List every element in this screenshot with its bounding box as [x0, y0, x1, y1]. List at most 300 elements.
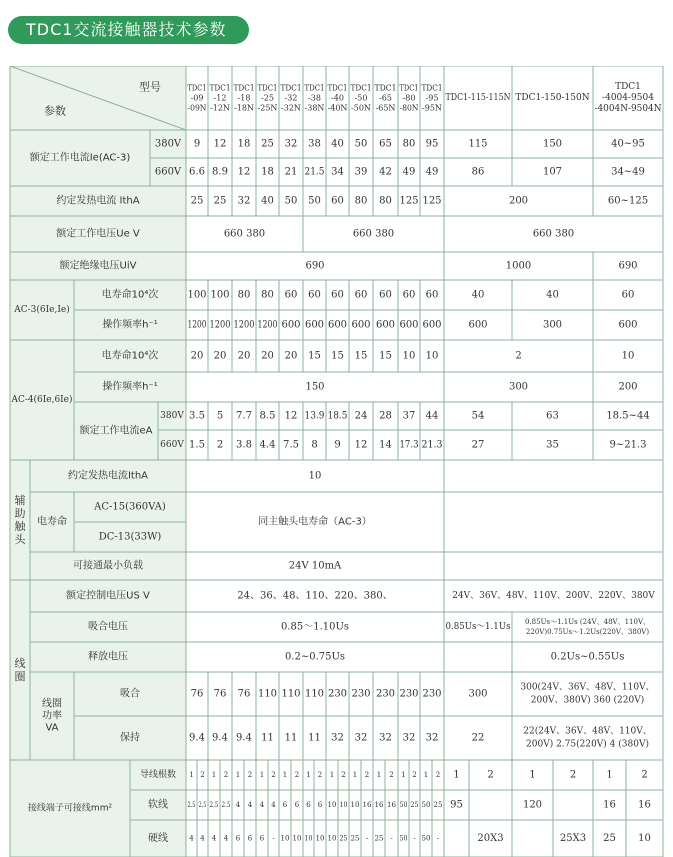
current-660-value: 42 [379, 166, 392, 178]
pull-in-value-cell [512, 612, 663, 642]
model-name-line: -12 [213, 93, 227, 103]
current-380-value: 38 [308, 138, 321, 150]
ac3-freq-value: 600 [468, 319, 488, 331]
soft-wire-value: 16 [603, 799, 616, 811]
ac3-freq-value: 1200 [233, 319, 255, 331]
pull-value-cell [512, 672, 663, 716]
current-660-value: 6.6 [189, 166, 205, 178]
row-sublabel: 电寿命10⁴次 [101, 350, 159, 362]
ac4-380-value: 54 [471, 410, 485, 422]
soft-wire-value: 16 [362, 801, 372, 809]
ac4-660-value: 14 [379, 439, 392, 451]
wire-count-value: 1 [306, 771, 311, 779]
row-label: 额定工作电压Ue V [56, 228, 140, 240]
ac3-life-value: 60 [354, 289, 368, 301]
current-660-value: 18 [261, 166, 274, 178]
ac4-380-value: 12 [284, 410, 298, 422]
ac4-660-value: 3.8 [236, 439, 252, 451]
header-param-label: 参数 [44, 104, 66, 118]
aux-group-label-char: 触 [14, 520, 26, 533]
model-name-line: TDC1 [209, 83, 231, 93]
row-label: 约定发热电流 IthA [56, 195, 140, 207]
row-label: 电寿命 [37, 516, 67, 528]
model-name-line: TDC1 [350, 83, 372, 93]
wire-count-value: 1 [453, 769, 460, 781]
wire-count-value: 2 [487, 769, 494, 781]
ac3-freq-value: 600 [281, 319, 301, 331]
current-380-value: 80 [402, 138, 416, 150]
ac4-380-value: 5 [216, 410, 224, 422]
pull-value: 230 [351, 688, 371, 700]
wire-count-value: 1 [401, 771, 406, 779]
ac3-life-value: 60 [331, 289, 344, 301]
model-name-line: -18N [234, 103, 254, 113]
ac4-freq-value: 150 [305, 381, 325, 393]
ac4-life-value: 2 [515, 350, 522, 362]
current-380-value: 40~95 [611, 138, 645, 150]
hard-wire-value: - [413, 834, 416, 843]
current-660-value: 12 [237, 166, 251, 178]
ac3-life-value: 40 [471, 289, 485, 301]
row-sublabel: 软线 [148, 799, 168, 811]
wire-count-value: 2 [247, 771, 253, 779]
row-label: 约定发热电流IthA [67, 470, 149, 482]
model-name-line: -65 [379, 93, 392, 103]
hard-wire-value: 6 [259, 834, 265, 843]
ith-value: 125 [399, 195, 419, 207]
pull-value: 230 [422, 688, 442, 700]
ac4-660-value: 17.3 [399, 439, 419, 451]
release-value: 0.2~0.75Us [284, 651, 346, 663]
wire-count-value: 1 [282, 771, 288, 779]
hard-wire-value: 25 [603, 833, 616, 844]
soft-wire-value: 10 [327, 801, 337, 809]
hard-wire-value: 25 [350, 834, 360, 843]
current-660-value: 49 [425, 166, 439, 178]
row-sublabel: 380V [160, 411, 184, 421]
row-label: 吸合电压 [88, 621, 128, 633]
hold-value: 32 [354, 732, 368, 744]
soft-wire-value: 2.5 [221, 801, 231, 809]
hard-wire-value: 4 [223, 834, 229, 843]
hard-wire-value-cell [444, 820, 469, 857]
hard-wire-value: 4 [200, 834, 205, 843]
ac4-life-value: 15 [379, 350, 392, 362]
wire-count-value: 2 [641, 769, 648, 781]
spec-table-grid [9, 66, 664, 857]
model-name-line: -12N [210, 103, 230, 113]
row-sublabel: 导线根数 [139, 770, 177, 780]
current-660-value: 86 [471, 166, 485, 178]
aux-group-label-char: 助 [14, 507, 26, 520]
ac4-660-value: 2 [216, 439, 224, 451]
model-name-line: -25 [261, 93, 274, 103]
hard-wire-value: 25 [339, 834, 348, 843]
soft-wire-value: 95 [450, 799, 463, 811]
pull-value: 230 [327, 688, 348, 700]
soft-wire-value: 16 [387, 801, 396, 809]
ac3-freq-value: 600 [399, 319, 419, 331]
page-title: TDC1交流接触器技术参数 [8, 16, 249, 44]
ac4-380-value: 8.5 [259, 410, 276, 422]
wire-count-value: 2 [364, 771, 370, 779]
row-sublabel: 660V [154, 166, 182, 178]
hold-value-cell [512, 716, 663, 760]
ith-value: 80 [354, 195, 368, 207]
row-label-line: VA [45, 722, 59, 734]
model-name-line: -4004-9504 [602, 93, 654, 103]
soft-wire-value: 6 [306, 801, 311, 809]
current-660-value: 49 [402, 166, 416, 178]
ith-value: 32 [237, 195, 251, 207]
ith-value: 60 [331, 195, 344, 207]
current-660-value: 39 [354, 166, 368, 178]
model-name-line: -4004N-9504N [594, 104, 662, 114]
wire-count-value: 2 [435, 771, 441, 779]
ac3-freq-value: 600 [327, 319, 348, 331]
current-380-value: 25 [261, 138, 274, 150]
wire-count-value: 1 [423, 771, 429, 779]
ac4-life-value: 20 [237, 350, 251, 362]
pull-in-value-line: 0.85Us～1.1Us (24V、48V、110V、 [525, 618, 650, 626]
ac4-life-value: 10 [425, 350, 439, 362]
soft-wire-value: 25 [410, 801, 419, 809]
hard-wire-value: 6 [235, 834, 241, 843]
hard-wire-value: 10 [315, 834, 325, 843]
ac3-freq-value: 1200 [209, 319, 231, 331]
ith-value: 80 [379, 195, 392, 207]
soft-wire-value: 25 [433, 801, 443, 809]
model-name-line: -32N [281, 103, 301, 113]
hold-value: 32 [331, 732, 344, 744]
pull-value: 76 [237, 688, 251, 700]
ac3-freq-value: 1200 [257, 319, 278, 331]
pull-value: 110 [257, 688, 278, 700]
coil-voltage-value: 24V、36V、48V、110V、200V、220V、380V [452, 591, 655, 601]
current-380-value: 40 [331, 138, 344, 150]
pull-value: 230 [399, 688, 419, 700]
ac4-life-value: 20 [190, 350, 204, 362]
wire-count-value: 1 [211, 771, 217, 779]
model-name-line: -09 [190, 93, 204, 103]
aux-group-label-char: 头 [14, 533, 26, 546]
model-name-line: -50 [354, 93, 368, 103]
soft-wire-value: 4 [235, 801, 241, 809]
hard-wire-value: 20X3 [477, 833, 504, 844]
pull-value-line: 300(24V、36V、48V、110V、 [520, 682, 655, 693]
hard-wire-value: 25 [374, 834, 384, 843]
ue-value: 660 380 [532, 228, 575, 240]
soft-wire-value: 2.5 [187, 801, 196, 809]
soft-wire-value: 6 [282, 801, 288, 809]
ith-value: 60~125 [607, 195, 649, 207]
hold-value: 32 [425, 732, 439, 744]
model-name-line: -32 [284, 93, 298, 103]
current-380-value: 18 [237, 138, 251, 150]
ith-value: 50 [284, 195, 298, 207]
ith-value: 200 [508, 195, 529, 207]
soft-wire-value: 2.5 [209, 801, 219, 809]
current-660-value: 34 [331, 166, 344, 178]
pull-value: 110 [304, 688, 325, 700]
ui-value: 690 [305, 260, 325, 272]
wire-count-value: 1 [189, 771, 194, 779]
soft-wire-value: 4 [271, 801, 276, 809]
ac3-life-value: 100 [210, 289, 230, 301]
row-sublabel: 660V [160, 440, 184, 450]
model-name-line: TDC1 [257, 83, 278, 93]
header-model-label: 型号 [139, 80, 161, 94]
wire-count-value: 2 [200, 771, 205, 779]
hard-wire-value: 25X3 [559, 833, 587, 844]
model-name-line: -40 [331, 93, 344, 103]
ac4-380-value: 18.5~44 [606, 410, 650, 422]
wire-count-value: 1 [329, 771, 335, 779]
ac4-life-value: 15 [331, 350, 344, 362]
model-name-line: -09N [187, 103, 207, 113]
hold-value: 9.4 [189, 732, 205, 744]
ac4-380-value: 3.5 [189, 410, 205, 422]
wire-count-value: 2 [294, 771, 300, 779]
hold-value: 11 [284, 732, 298, 744]
current-660-value: 21 [284, 166, 298, 178]
row-label: 额定工作电流Ie(AC-3) [29, 152, 131, 164]
hard-wire-value: 10 [327, 834, 337, 843]
current-380-value: 32 [284, 138, 298, 150]
ac3-life-value: 40 [546, 289, 559, 301]
current-380-value: 50 [354, 138, 368, 150]
hard-wire-value: - [390, 834, 393, 843]
model-name: TDC1-150-150N [515, 93, 590, 103]
model-name-line: -65N [375, 103, 396, 113]
model-name-line: -80N [399, 103, 419, 113]
soft-wire-value: 50 [399, 801, 408, 809]
row-sublabel: 吸合 [120, 688, 140, 700]
row-label: AC-4(6Ie,6Ie) [11, 395, 73, 405]
ac4-660-value: 21.3 [421, 439, 443, 451]
spec-table [9, 66, 664, 857]
soft-wire-value: 6 [294, 801, 300, 809]
hard-wire-value: 50 [399, 834, 408, 843]
model-name-line: TDC1 [304, 83, 325, 93]
row-sublabel: 硬线 [148, 833, 168, 844]
ac4-660-value: 8 [311, 439, 318, 451]
current-380-value: 115 [468, 138, 488, 150]
wire-count-value: 2 [271, 771, 276, 779]
ac3-freq-value: 1200 [187, 319, 207, 331]
wire-count-value: 1 [606, 769, 613, 781]
row-label: 额定绝缘电压UiV [59, 260, 137, 272]
current-660-value: 107 [542, 166, 563, 178]
wire-count-value: 1 [529, 769, 536, 781]
ac4-life-value: 10 [402, 350, 416, 362]
ac3-life-value: 60 [308, 289, 321, 301]
current-660-value: 8.9 [212, 166, 228, 178]
wire-count-value: 1 [259, 771, 265, 779]
aux-ith-value: 10 [308, 470, 322, 482]
row-label: AC-3(6Ie,Ie) [14, 305, 70, 315]
current-380-value: 65 [379, 138, 392, 150]
soft-wire-value: 16 [638, 799, 651, 811]
ac3-life-value: 80 [261, 289, 274, 301]
hold-value: 11 [308, 732, 321, 744]
soft-wire-value-cell [469, 790, 512, 820]
ac4-660-value: 4.4 [259, 439, 276, 451]
ith-value: 40 [261, 195, 274, 207]
pull-value: 76 [190, 688, 204, 700]
coil-voltage-value: 24、36、48、110、220、380、 [237, 590, 393, 602]
ac4-660-value: 9 [334, 439, 341, 451]
soft-wire-value: 4 [259, 801, 265, 809]
hard-wire-value: 50 [421, 834, 431, 843]
ac3-life-value: 80 [237, 289, 251, 301]
soft-wire-value: 10 [339, 801, 348, 809]
wire-count-value: 2 [412, 771, 417, 779]
ac3-freq-value: 600 [618, 319, 638, 331]
row-sublabel: 380V [154, 138, 182, 150]
soft-wire-value: 50 [421, 801, 431, 809]
ac4-life-value: 20 [261, 350, 274, 362]
ui-value: 1000 [505, 260, 532, 272]
soft-wire-value: 4 [247, 801, 253, 809]
ith-value: 50 [308, 195, 321, 207]
wire-count-value: 1 [235, 771, 241, 779]
soft-wire-value: 2.5 [198, 801, 207, 809]
hold-value: 32 [402, 732, 416, 744]
ac4-660-value: 27 [471, 439, 485, 451]
wire-count-value: 2 [389, 771, 394, 779]
pull-value: 76 [213, 688, 227, 700]
pull-in-value: 0.85Us～1.1Us [445, 622, 511, 632]
ac4-660-value: 9~21.3 [609, 439, 647, 451]
soft-wire-value: 10 [350, 801, 360, 809]
wire-count-value: 2 [341, 771, 346, 779]
model-name-line: -95 [425, 93, 439, 103]
hard-wire-value: - [436, 834, 440, 843]
hold-value: 22 [471, 732, 485, 744]
row-label: 接线端子可接线mm² [27, 803, 113, 814]
ac3-life-value: 60 [621, 289, 635, 301]
ac4-380-value: 13.9 [304, 410, 325, 422]
wire-count-value: 2 [569, 769, 577, 781]
ac4-380-value: 63 [546, 410, 559, 422]
ui-value: 690 [618, 260, 638, 272]
hard-wire-value: 4 [211, 834, 217, 843]
wire-count-value: 2 [317, 771, 323, 779]
pull-value: 230 [375, 688, 396, 700]
hard-wire-value: 10 [304, 834, 313, 843]
ac3-life-value: 60 [402, 289, 416, 301]
ac3-freq-value: 600 [375, 319, 396, 331]
hold-value-line: 200V) 2.75(220V) 4 (380V) [526, 739, 649, 750]
ac3-life-value: 60 [379, 289, 392, 301]
model-name-line: TDC1 [233, 83, 255, 93]
wire-count-value: 1 [376, 771, 382, 779]
hard-wire-value-cell [512, 820, 553, 857]
hard-wire-value: 6 [247, 834, 253, 843]
ac4-660-value: 1.5 [189, 439, 205, 451]
row-sublabel: 操作频率h⁻¹ [102, 381, 158, 393]
ac4-380-value: 18.5 [327, 410, 348, 422]
row-label: 释放电压 [88, 651, 128, 663]
row-label: 额定控制电压US V [66, 590, 150, 602]
ac3-life-value: 100 [187, 289, 207, 301]
ac3-life-value: 60 [425, 289, 439, 301]
coil-group-label-char: 圈 [14, 670, 26, 683]
model-name-line: -80 [402, 93, 416, 103]
row-sublabel: 保持 [120, 732, 140, 744]
hold-value: 9.4 [236, 732, 252, 744]
min-load-value: 24V 10mA [288, 560, 342, 572]
model-name-line: TDC1 [280, 83, 302, 93]
model-name-line: TDC1 [399, 83, 419, 93]
wire-count-value: 1 [352, 771, 358, 779]
model-name-line: TDC1 [615, 82, 641, 92]
pull-value: 300 [468, 688, 488, 700]
soft-wire-value-cell [553, 790, 593, 820]
row-sublabel: AC-15(360VA) [94, 501, 166, 513]
ac4-660-value: 12 [354, 439, 368, 451]
model-name-line: TDC1 [327, 83, 348, 93]
ac4-life-value: 10 [621, 350, 635, 362]
pull-in-value: 0.85～1.10Us [280, 621, 350, 633]
ac4-freq-value: 200 [618, 381, 638, 393]
pull-in-value-line: 220V)0.75Us～1.2Us(220V、380V) [525, 628, 650, 636]
model-name: TDC1-115-115N [445, 93, 511, 103]
current-660-value: 34~49 [611, 166, 645, 178]
ac4-380-value: 7.7 [236, 410, 252, 422]
ac4-660-value: 35 [546, 439, 559, 451]
ac4-380-value: 37 [402, 410, 416, 422]
current-380-value: 95 [425, 138, 439, 150]
row-label: 可接通最小负载 [73, 560, 143, 572]
release-value: 0.2Us~0.55Us [550, 651, 625, 663]
hard-wire-value: 10 [638, 833, 651, 844]
row-sublabel: 操作频率h⁻¹ [102, 319, 158, 331]
hold-value: 32 [379, 732, 392, 744]
ac3-freq-value: 600 [304, 319, 325, 331]
row-sublabel: 电寿命10⁴次 [101, 289, 159, 301]
current-380-value: 9 [193, 138, 201, 150]
hard-wire-value: 4 [189, 834, 194, 843]
coil-group-label-char: 线 [14, 657, 26, 670]
ac4-life-value: 15 [308, 350, 321, 362]
model-name-line: TDC1 [421, 83, 443, 93]
model-name-line: -38N [304, 103, 325, 113]
row-label-line: 线圈 [42, 698, 62, 710]
ac3-freq-value: 300 [542, 319, 563, 331]
pull-value: 110 [281, 688, 301, 700]
model-name-line: TDC1 [374, 83, 397, 93]
model-name-line: -95N [422, 103, 442, 113]
ac4-life-value: 20 [213, 350, 227, 362]
model-name-line: TDC1 [187, 83, 207, 93]
soft-wire-value: 120 [522, 799, 543, 811]
ac3-freq-value: 600 [351, 319, 371, 331]
soft-wire-value: 6 [317, 801, 323, 809]
ac4-380-value: 44 [425, 410, 439, 422]
ac4-380-value: 24 [354, 410, 368, 422]
pull-value-line: 200V、380V) 360 (220V) [530, 695, 645, 706]
ue-value: 660 380 [223, 228, 266, 240]
ac4-life-value: 15 [354, 350, 368, 362]
model-name-line: -25N [257, 103, 278, 113]
ac4-380-value: 28 [379, 410, 392, 422]
hold-value: 9.4 [212, 732, 228, 744]
ith-value: 125 [422, 195, 442, 207]
aux-life-value: 同主触头电寿命（AC-3） [258, 516, 372, 528]
ac4-life-value: 20 [284, 350, 298, 362]
